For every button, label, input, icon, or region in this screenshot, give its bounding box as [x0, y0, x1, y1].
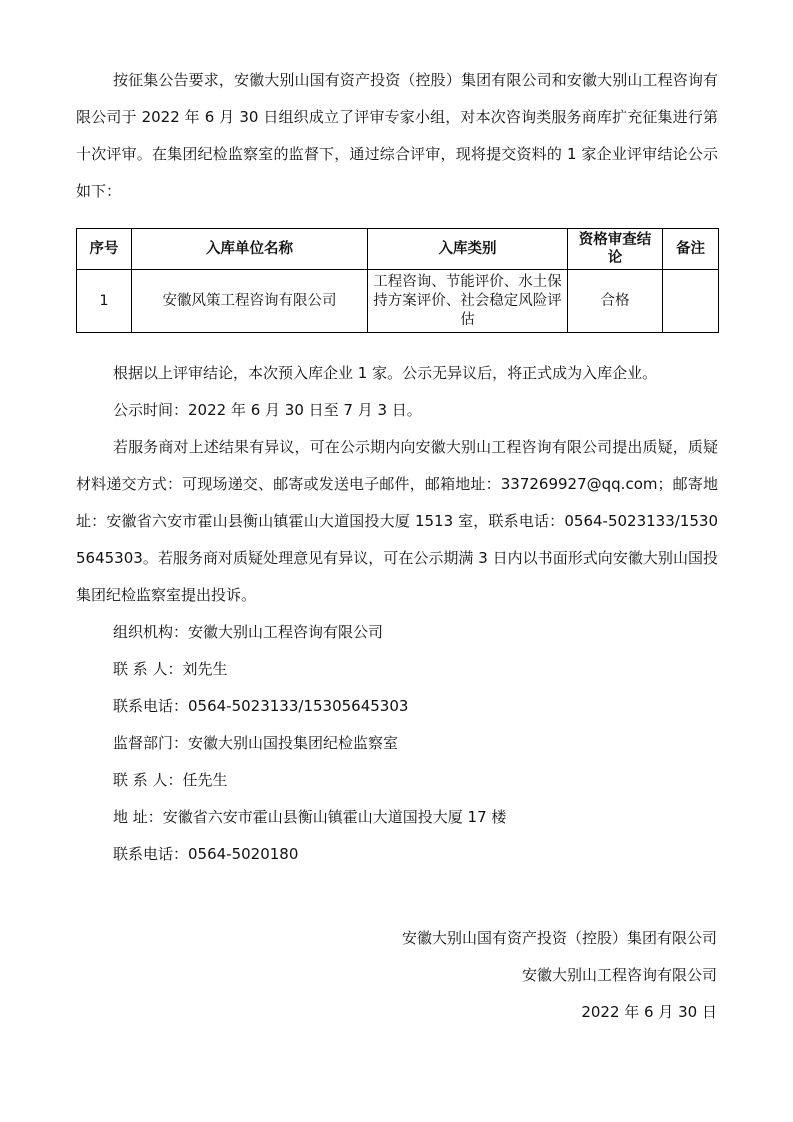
signature-date: 2022 年 6 月 30 日 [581, 1003, 717, 1021]
publicity-time: 公示时间：2022 年 6 月 30 日至 7 月 3 日。 [113, 401, 422, 419]
contact-person-1: 联 系 人：刘先生 [113, 660, 228, 678]
contact-address: 地 址：安徽省六安市霍山县衡山镇霍山大道国投大厦 17 楼 [113, 808, 507, 826]
header-remarks: 备注 [663, 229, 719, 270]
table-header-row [77, 229, 719, 270]
header-company: 入库单位名称 [132, 229, 368, 270]
intro-paragraph: 按征集公告要求，安徽大别山国有资产投资（控股）集团有限公司和安徽大别山工程咨询有限公司于 2022 年 6 月 30 日组织成立了评审专家小组，对本次咨询类服务商库扩充征集进行第十次评审。在集团纪检监察室的监督下，通过综合评审，现将提交资料的 1 家企业评审结论公示如下： [76, 71, 718, 200]
header-seq: 序号 [77, 229, 132, 270]
signature-org-1: 安徽大别山国有资产投资（控股）集团有限公司 [401, 929, 717, 947]
contact-organization: 组织机构：安徽大别山工程咨询有限公司 [113, 623, 384, 641]
contact-phone-1: 联系电话：0564-5023133/15305645303 [113, 697, 409, 715]
supervision-department: 监督部门：安徽大别山国投集团纪检监察室 [113, 734, 399, 752]
cell-seq: 1 [77, 270, 132, 333]
cell-conclusion: 合格 [568, 270, 663, 333]
header-conclusion: 资格审查结论 [568, 229, 663, 270]
header-category: 入库类别 [368, 229, 568, 270]
contact-person-2: 联 系 人：任先生 [113, 771, 228, 789]
signature-block [402, 920, 717, 1031]
cell-category: 工程咨询、节能评价、水土保持方案评价、社会稳定风险评估 [368, 270, 568, 333]
conclusion-paragraph: 根据以上评审结论，本次预入库企业 1 家。公示无异议后，将正式成为入库企业。 [113, 364, 658, 382]
contact-phone-2: 联系电话：0564-5020180 [113, 845, 299, 863]
objection-paragraph: 若服务商对上述结果有异议，可在公示期内向安徽大别山工程咨询有限公司提出质疑，质疑材料递交方式：可现场递交、邮寄或发送电子邮件，邮箱地址：337269927@qq.com；邮寄地址：安徽省六安市霍山县衡山镇霍山大道国投大厦 1513 室，联系电话：0564-5023133/15305645303。若服务商对质疑处理意见有异议，可在公示期满 3 日内以书面形式向安徽大别山国投集团纪检监察室提出投诉。 [76, 438, 718, 604]
cell-company: 安徽风策工程咨询有限公司 [132, 270, 368, 333]
review-results-table [76, 228, 719, 333]
document-body [76, 62, 718, 873]
table-row [77, 270, 719, 333]
cell-remarks [663, 270, 719, 333]
signature-org-2: 安徽大别山工程咨询有限公司 [521, 966, 717, 984]
